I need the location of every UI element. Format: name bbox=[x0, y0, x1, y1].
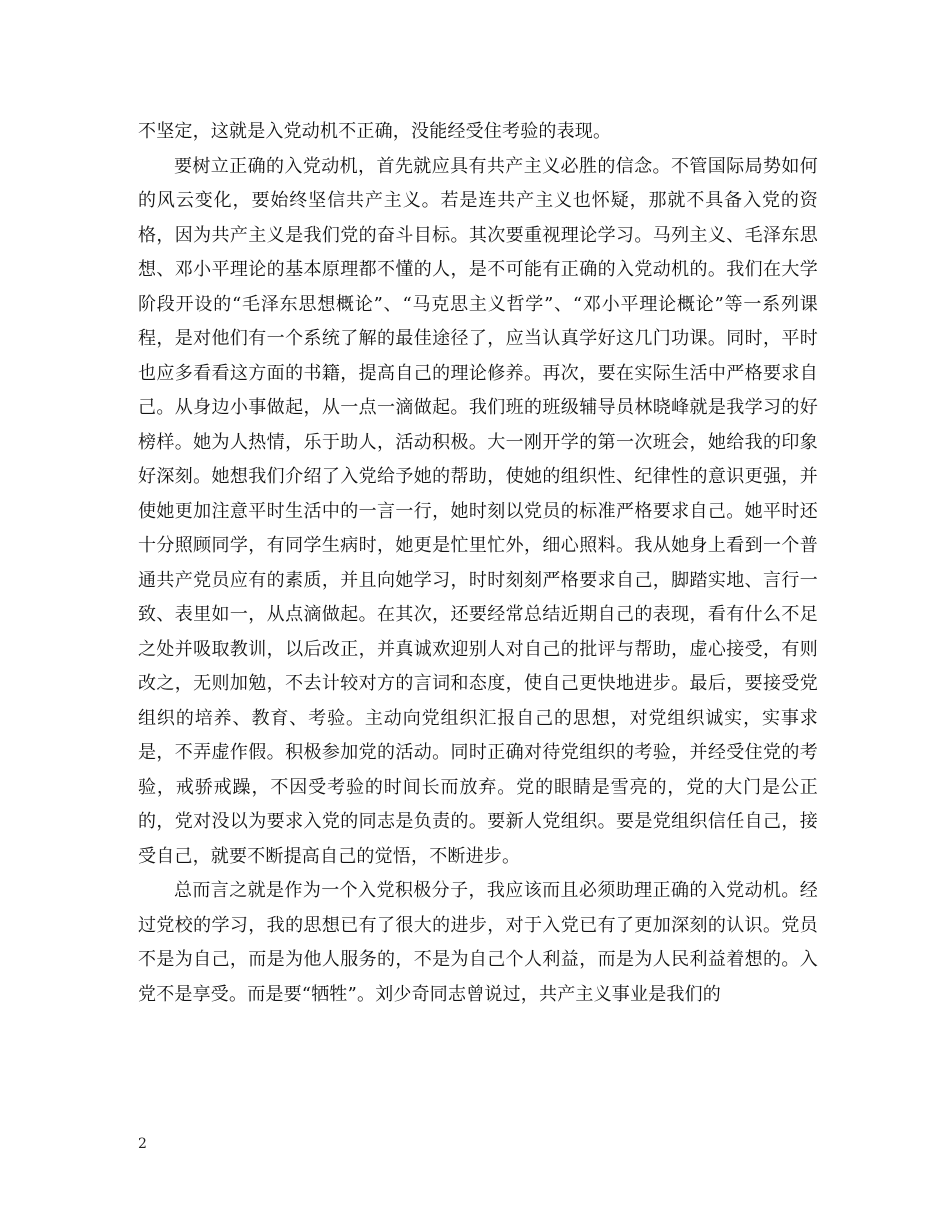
body-text bbox=[138, 115, 818, 1012]
paragraph-continuation: 不坚定，这就是入党动机不正确，没能经受住考验的表现。 bbox=[138, 121, 612, 142]
paragraph-summary: 总而言之就是作为一个入党积极分子，我应该而且必须助理正确的入党动机。经过党校的学习，我的思想已有了很大的进步，对于入党已有了更加深刻的认识。党员不是为自己，而是为他人服务的，不是为自己个人利益，而是为人民利益着想的。入党不是享受。而是要“牺牲”。刘少奇同志曾说过，共产主义事业是我们的 bbox=[138, 880, 818, 1005]
page-number: 2 bbox=[138, 1136, 147, 1152]
paragraph-entry-motivation: 要树立正确的入党动机，首先就应具有共产主义必胜的信念。不管国际局势如何的风云变化，要始终坚信共产主义。若是连共产主义也怀疑，那就不具备入党的资格，因为共产主义是我们党的奋斗目标。其次要重视理论学习。马列主义、毛泽东思想、邓小平理论的基本原理都不懂的人，是不可能有正确的入党动机的。我们在大学阶段开设的“毛泽东思想概论”、“马克思主义哲学”、“邓小平理论概论”等一系列课程，是对他们有一个系统了解的最佳途径了，应当认真学好这几门功课。同时，平时也应多看看这方面的书籍，提高自己的理论修养。再次，要在实际生活中严格要求自己。从身边小事做起，从一点一滴做起。我们班的班级辅导员林晓峰就是我学习的好榜样。她为人热情，乐于助人，活动积极。大一刚开学的第一次班会，她给我的印象好深刻。她想我们介绍了入党给予她的帮助，使她的组织性、纪律性的意识更强，并使她更加注意平时生活中的一言一行，她时刻以党员的标准严格要求自己。她平时还十分照顾同学，有同学生病时，她更是忙里忙外，细心照料。我从她身上看到一个普通共产党员应有的素质，并且向她学习，时时刻刻严格要求自己，脚踏实地、言行一致、表里如一，从点滴做起。在其次，还要经常总结近期自己的表现，看有什么不足之处并吸取教训，以后改正，并真诚欢迎别人对自己的批评与帮助，虚心接受，有则改之，无则加勉，不去计较对方的言词和态度，使自己更快地进步。最后，要接受党组织的培养、教育、考验。主动向党组织汇报自己的思想，对党组织诚实，实事求是，不弄虚作假。积极参加党的活动。同时正确对待党组织的考验，并经受住党的考验，戒骄戒躁，不因受考验的时间长而放弃。党的眼睛是雪亮的，党的大门是公正的，党对没以为要求入党的同志是负责的。要新人党组织。要是党组织信任自己，接受自己，就要不断提高自己的觉悟，不断进步。 bbox=[138, 155, 818, 867]
